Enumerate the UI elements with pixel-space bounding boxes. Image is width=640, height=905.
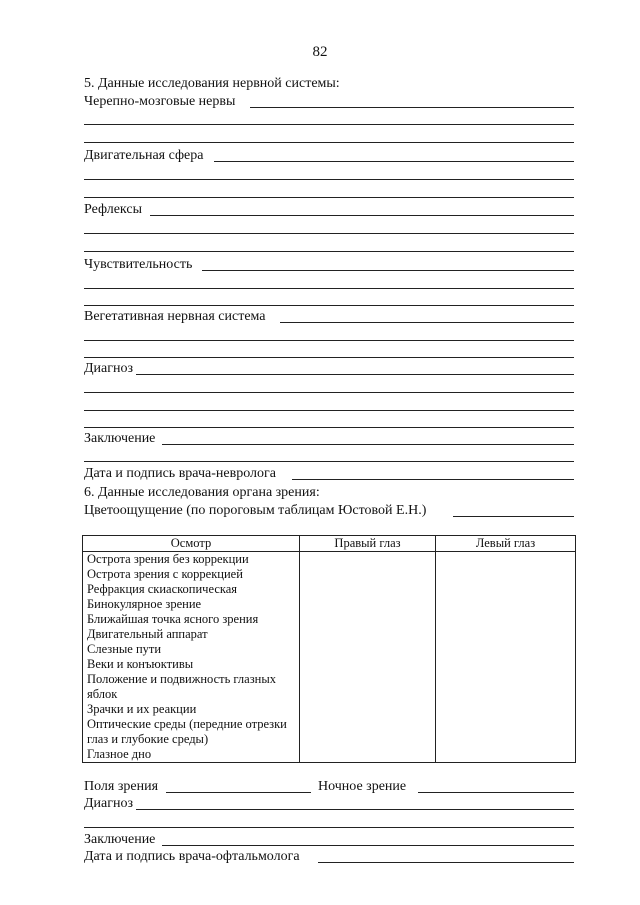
exam-item: Глазное дно xyxy=(87,747,152,761)
diagnosis-line-4[interactable] xyxy=(84,427,574,428)
neurologist-sign-label: Дата и подпись врача-невролога xyxy=(84,466,276,481)
autonomic-field[interactable] xyxy=(280,322,574,323)
color-perception-field[interactable] xyxy=(453,516,574,517)
sensitivity-line-3[interactable] xyxy=(84,305,574,306)
table-header-row xyxy=(83,536,576,552)
exam-item: Рефракция скиаскопическая xyxy=(87,582,238,596)
column-header-left-eye: Левый глаз xyxy=(436,536,576,552)
autonomic-label: Вегетативная нервная система xyxy=(84,309,266,324)
visual-fields-field[interactable] xyxy=(166,792,311,793)
exam-item: глаз и глубокие среды) xyxy=(87,732,209,746)
night-vision-label: Ночное зрение xyxy=(318,779,407,794)
exam-item: Положение и подвижность глазных xyxy=(87,672,276,686)
sensitivity-line-2[interactable] xyxy=(84,288,574,289)
left-eye-cell[interactable] xyxy=(436,552,576,763)
motor-sphere-line-2[interactable] xyxy=(84,179,574,180)
diagnosis-line-3[interactable] xyxy=(84,410,574,411)
conclusion-field[interactable] xyxy=(162,444,574,445)
diagnosis-field[interactable] xyxy=(136,374,574,375)
reflexes-field[interactable] xyxy=(150,215,574,216)
conclusion-line-2[interactable] xyxy=(84,461,574,462)
conclusion-label: Заключение xyxy=(84,431,156,446)
diagnosis-line-2[interactable] xyxy=(84,392,574,393)
autonomic-line-2[interactable] xyxy=(84,340,574,341)
reflexes-line-2[interactable] xyxy=(84,233,574,234)
sensitivity-label: Чувствительность xyxy=(84,257,193,272)
motor-sphere-label: Двигательная сфера xyxy=(84,148,204,163)
table-row xyxy=(83,552,576,763)
eye-diagnosis-label: Диагноз xyxy=(84,796,134,811)
eye-exam-table xyxy=(82,535,576,763)
eye-diagnosis-line-2[interactable] xyxy=(84,827,574,828)
section5-heading: 5. Данные исследования нервной системы: xyxy=(84,76,340,91)
eye-conclusion-field[interactable] xyxy=(162,845,574,846)
page-number: 82 xyxy=(312,44,328,60)
color-perception-label: Цветоощущение (по пороговым таблицам Юстовой Е.Н.) xyxy=(84,503,427,518)
eye-diagnosis-field[interactable] xyxy=(136,809,574,810)
ophthalmologist-sign-label: Дата и подпись врача-офтальмолога xyxy=(84,849,300,864)
column-header-exam: Осмотр xyxy=(83,536,300,552)
exam-item: Острота зрения без коррекции xyxy=(87,552,249,566)
neurologist-sign-field[interactable] xyxy=(292,479,574,480)
exam-item: Оптические среды (передние отрезки xyxy=(87,717,287,731)
autonomic-line-3[interactable] xyxy=(84,357,574,358)
ophthalmologist-sign-field[interactable] xyxy=(318,862,574,863)
exam-items-cell xyxy=(83,552,300,763)
reflexes-label: Рефлексы xyxy=(84,202,142,217)
sensitivity-field[interactable] xyxy=(202,270,574,271)
exam-item: яблок xyxy=(87,687,118,701)
visual-fields-label: Поля зрения xyxy=(84,779,159,794)
diagnosis-label: Диагноз xyxy=(84,361,134,376)
night-vision-field[interactable] xyxy=(418,792,574,793)
exam-item: Слезные пути xyxy=(87,642,162,656)
motor-sphere-line-3[interactable] xyxy=(84,197,574,198)
cranial-nerves-line-3[interactable] xyxy=(84,142,574,143)
cranial-nerves-label: Черепно-мозговые нервы xyxy=(84,94,236,109)
exam-item: Ближайшая точка ясного зрения xyxy=(87,612,259,626)
exam-item: Бинокулярное зрение xyxy=(87,597,202,611)
exam-item: Острота зрения с коррекцией xyxy=(87,567,243,581)
exam-item: Зрачки и их реакции xyxy=(87,702,197,716)
right-eye-cell[interactable] xyxy=(300,552,436,763)
column-header-right-eye: Правый глаз xyxy=(300,536,436,552)
section6-heading: 6. Данные исследования органа зрения: xyxy=(84,485,320,500)
motor-sphere-field[interactable] xyxy=(214,161,574,162)
exam-item: Веки и конъюктивы xyxy=(87,657,194,671)
exam-item: Двигательный аппарат xyxy=(87,627,208,641)
reflexes-line-3[interactable] xyxy=(84,251,574,252)
cranial-nerves-line-2[interactable] xyxy=(84,124,574,125)
cranial-nerves-field[interactable] xyxy=(250,107,574,108)
eye-conclusion-label: Заключение xyxy=(84,832,156,847)
